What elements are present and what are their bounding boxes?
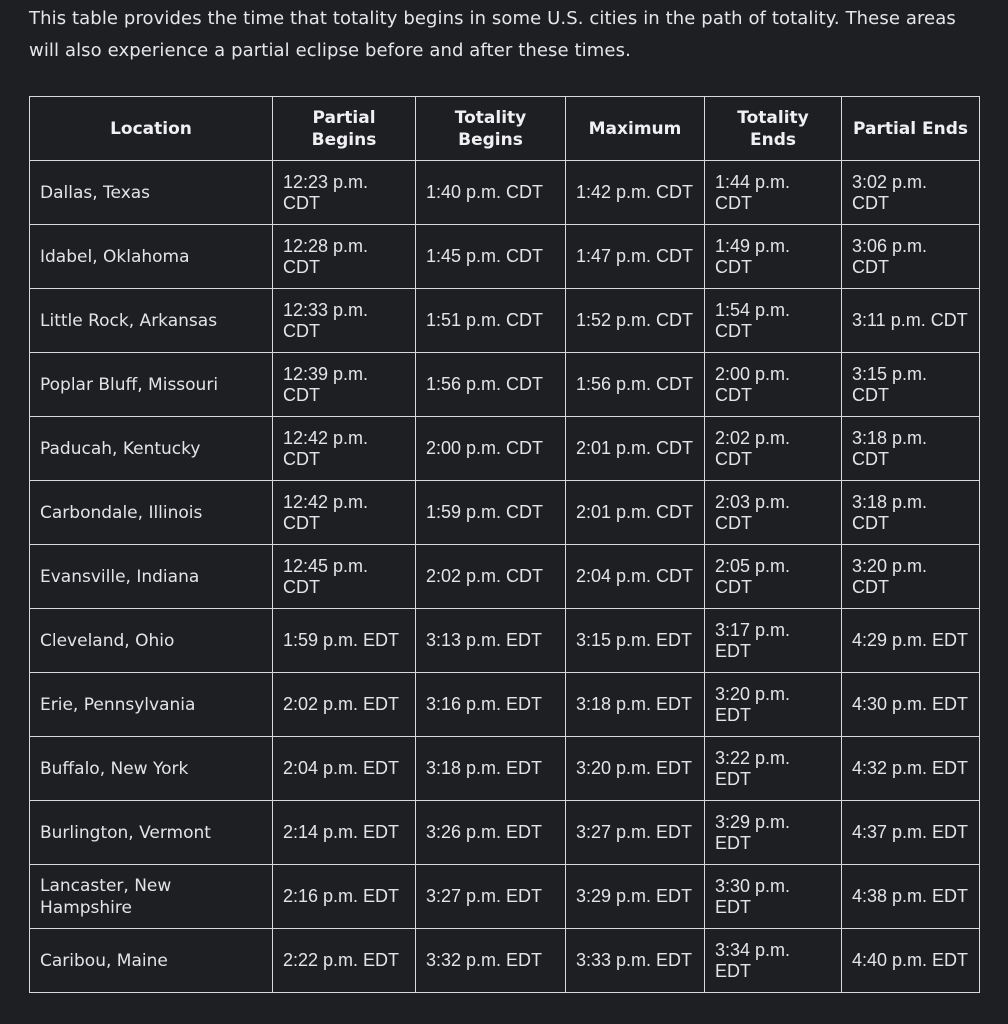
totality-begins-cell: 3:27 p.m. EDT xyxy=(416,865,566,929)
totality-begins-cell: 3:32 p.m. EDT xyxy=(416,929,566,993)
partial-ends-cell: 3:18 p.m. CDT xyxy=(842,481,980,545)
location-cell: Evansville, Indiana xyxy=(30,545,273,609)
partial-ends-cell: 4:38 p.m. EDT xyxy=(842,865,980,929)
partial-begins-cell: 12:33 p.m. CDT xyxy=(273,289,416,353)
partial-begins-cell: 12:28 p.m. CDT xyxy=(273,225,416,289)
maximum-cell: 3:27 p.m. EDT xyxy=(566,801,705,865)
intro-paragraph: This table provides the time that totality begins in some U.S. cities in the path of totality. These areas will also experience a partial eclipse before and after these times. xyxy=(29,8,956,61)
location-cell: Burlington, Vermont xyxy=(30,801,273,865)
partial-ends-cell: 3:02 p.m. CDT xyxy=(842,161,980,225)
partial-ends-cell: 3:18 p.m. CDT xyxy=(842,417,980,481)
partial-begins-cell: 12:42 p.m. CDT xyxy=(273,417,416,481)
totality-begins-cell: 3:13 p.m. EDT xyxy=(416,609,566,673)
partial-begins-cell: 2:14 p.m. EDT xyxy=(273,801,416,865)
totality-ends-cell: 3:22 p.m. EDT xyxy=(705,737,842,801)
totality-ends-cell: 3:20 p.m. EDT xyxy=(705,673,842,737)
totality-ends-cell: 1:54 p.m. CDT xyxy=(705,289,842,353)
totality-begins-cell: 1:51 p.m. CDT xyxy=(416,289,566,353)
partial-begins-cell: 2:02 p.m. EDT xyxy=(273,673,416,737)
table-row xyxy=(30,289,980,353)
table-row xyxy=(30,225,980,289)
partial-begins-cell: 1:59 p.m. EDT xyxy=(273,609,416,673)
location-cell: Carbondale, Illinois xyxy=(30,481,273,545)
maximum-cell: 3:20 p.m. EDT xyxy=(566,737,705,801)
table-row xyxy=(30,801,980,865)
totality-begins-cell: 3:16 p.m. EDT xyxy=(416,673,566,737)
maximum-cell: 3:33 p.m. EDT xyxy=(566,929,705,993)
maximum-cell: 2:01 p.m. CDT xyxy=(566,481,705,545)
table-row xyxy=(30,865,980,929)
partial-begins-cell: 2:04 p.m. EDT xyxy=(273,737,416,801)
totality-begins-cell: 1:45 p.m. CDT xyxy=(416,225,566,289)
header-maximum: Maximum xyxy=(566,97,705,161)
table-row xyxy=(30,737,980,801)
totality-ends-cell: 3:30 p.m. EDT xyxy=(705,865,842,929)
location-cell: Caribou, Maine xyxy=(30,929,273,993)
location-cell: Poplar Bluff, Missouri xyxy=(30,353,273,417)
table-header-row xyxy=(30,97,980,161)
partial-ends-cell: 3:15 p.m. CDT xyxy=(842,353,980,417)
maximum-cell: 3:29 p.m. EDT xyxy=(566,865,705,929)
totality-ends-cell: 3:29 p.m. EDT xyxy=(705,801,842,865)
location-cell: Dallas, Texas xyxy=(30,161,273,225)
table-row xyxy=(30,673,980,737)
table-row xyxy=(30,929,980,993)
partial-ends-cell: 3:20 p.m. CDT xyxy=(842,545,980,609)
partial-begins-cell: 12:45 p.m. CDT xyxy=(273,545,416,609)
partial-begins-cell: 12:23 p.m. CDT xyxy=(273,161,416,225)
maximum-cell: 2:01 p.m. CDT xyxy=(566,417,705,481)
location-cell: Erie, Pennsylvania xyxy=(30,673,273,737)
maximum-cell: 1:42 p.m. CDT xyxy=(566,161,705,225)
totality-ends-cell: 1:44 p.m. CDT xyxy=(705,161,842,225)
partial-begins-cell: 12:42 p.m. CDT xyxy=(273,481,416,545)
table-row xyxy=(30,609,980,673)
totality-ends-cell: 3:17 p.m. EDT xyxy=(705,609,842,673)
maximum-cell: 3:18 p.m. EDT xyxy=(566,673,705,737)
maximum-cell: 3:15 p.m. EDT xyxy=(566,609,705,673)
maximum-cell: 1:47 p.m. CDT xyxy=(566,225,705,289)
totality-ends-cell: 3:34 p.m. EDT xyxy=(705,929,842,993)
totality-ends-cell: 1:49 p.m. CDT xyxy=(705,225,842,289)
table-row xyxy=(30,545,980,609)
totality-begins-cell: 2:00 p.m. CDT xyxy=(416,417,566,481)
maximum-cell: 1:56 p.m. CDT xyxy=(566,353,705,417)
header-location: Location xyxy=(30,97,273,161)
header-partial-begins: Partial Begins xyxy=(273,97,416,161)
table-row xyxy=(30,161,980,225)
totality-begins-cell: 1:40 p.m. CDT xyxy=(416,161,566,225)
location-cell: Cleveland, Ohio xyxy=(30,609,273,673)
maximum-cell: 1:52 p.m. CDT xyxy=(566,289,705,353)
totality-begins-cell: 3:26 p.m. EDT xyxy=(416,801,566,865)
partial-ends-cell: 4:29 p.m. EDT xyxy=(842,609,980,673)
partial-ends-cell: 3:06 p.m. CDT xyxy=(842,225,980,289)
header-totality-ends: Totality Ends xyxy=(705,97,842,161)
partial-begins-cell: 12:39 p.m. CDT xyxy=(273,353,416,417)
location-cell: Idabel, Oklahoma xyxy=(30,225,273,289)
partial-begins-cell: 2:16 p.m. EDT xyxy=(273,865,416,929)
partial-ends-cell: 4:30 p.m. EDT xyxy=(842,673,980,737)
location-cell: Paducah, Kentucky xyxy=(30,417,273,481)
totality-begins-cell: 2:02 p.m. CDT xyxy=(416,545,566,609)
partial-ends-cell: 3:11 p.m. CDT xyxy=(842,289,980,353)
header-partial-ends: Partial Ends xyxy=(842,97,980,161)
table-row xyxy=(30,353,980,417)
partial-ends-cell: 4:40 p.m. EDT xyxy=(842,929,980,993)
location-cell: Little Rock, Arkansas xyxy=(30,289,273,353)
location-cell: Lancaster, New Hampshire xyxy=(30,865,273,929)
totality-begins-cell: 1:59 p.m. CDT xyxy=(416,481,566,545)
totality-ends-cell: 2:05 p.m. CDT xyxy=(705,545,842,609)
eclipse-times-table xyxy=(29,96,980,993)
totality-ends-cell: 2:03 p.m. CDT xyxy=(705,481,842,545)
location-cell: Buffalo, New York xyxy=(30,737,273,801)
totality-ends-cell: 2:00 p.m. CDT xyxy=(705,353,842,417)
totality-ends-cell: 2:02 p.m. CDT xyxy=(705,417,842,481)
partial-ends-cell: 4:37 p.m. EDT xyxy=(842,801,980,865)
totality-begins-cell: 1:56 p.m. CDT xyxy=(416,353,566,417)
partial-ends-cell: 4:32 p.m. EDT xyxy=(842,737,980,801)
table-row xyxy=(30,481,980,545)
table-row xyxy=(30,417,980,481)
partial-begins-cell: 2:22 p.m. EDT xyxy=(273,929,416,993)
totality-begins-cell: 3:18 p.m. EDT xyxy=(416,737,566,801)
maximum-cell: 2:04 p.m. CDT xyxy=(566,545,705,609)
header-totality-begins: Totality Begins xyxy=(416,97,566,161)
